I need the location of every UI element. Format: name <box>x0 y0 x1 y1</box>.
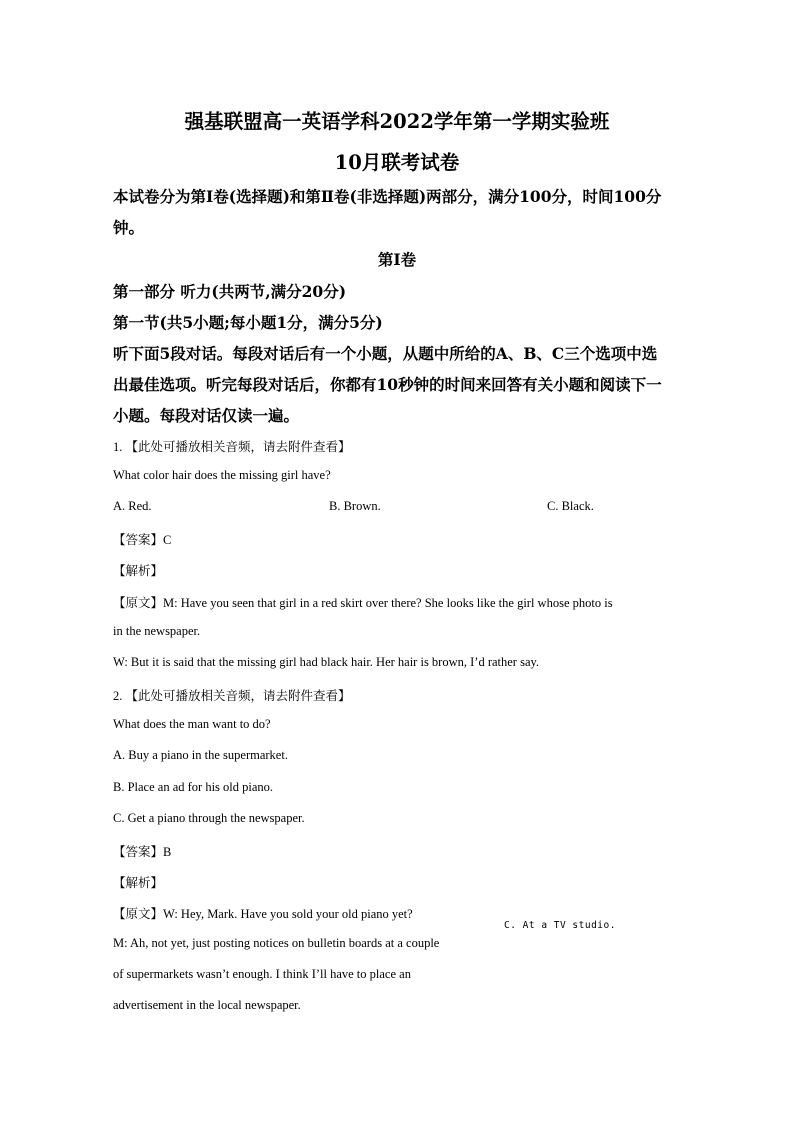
q1-option-b: B. Brown. <box>329 499 381 513</box>
q1-transcript-line3: W: But it is said that the missing girl had black hair. Her hair is brown, I’d rather say. <box>113 655 540 669</box>
q2-transcript-line3: of supermarkets wasn’t enough. I think I’ll have to place an <box>113 967 411 981</box>
q2-transcript-line1: 【原文】W: Hey, Mark. Have you sold your old piano yet? <box>113 907 413 921</box>
q2-option-b: B. Place an ad for his old piano. <box>113 780 274 794</box>
section1-heading: 第一节(共5小题;每小题1分，满分5分) <box>113 313 383 332</box>
q2-transcript-line4: advertisement in the local newspaper. <box>113 998 301 1012</box>
instructions-line1: 听下面5段对话。每段对话后有一个小题，从题中所给的A、B、C三个选项中选 <box>113 344 658 363</box>
volume-title: 第Ⅰ卷 <box>377 250 417 269</box>
q2-analysis: 【解析】 <box>113 876 164 890</box>
instructions-line3: 小题。每段对话仅读一遍。 <box>113 406 300 425</box>
q1-transcript-line1: 【原文】M: Have you seen that girl in a red skirt over there? She looks like the girl whose photo is <box>113 596 613 610</box>
q2-transcript-line2: M: Ah, not yet, just posting notices on bulletin boards at a couple <box>113 936 440 950</box>
q2-option-c: C. Get a piano through the newspaper. <box>113 811 305 825</box>
q2-option-a: A. Buy a piano in the supermarket. <box>113 748 288 762</box>
q1-question: What color hair does the missing girl have? <box>113 468 331 482</box>
q2-audio-note: 2. 【此处可播放相关音频，请去附件查看】 <box>113 689 351 703</box>
q1-audio-note: 1. 【此处可播放相关音频，请去附件查看】 <box>113 440 351 454</box>
q2-question: What does the man want to do? <box>113 717 271 731</box>
q2-answer: 【答案】B <box>113 845 172 859</box>
part1-heading: 第一部分 听力(共两节,满分20分) <box>113 282 347 301</box>
q1-option-c: C. Black. <box>547 499 594 513</box>
instructions-line2: 出最佳选项。听完每段对话后，你都有10秒钟的时间来回答有关小题和阅读下一 <box>113 375 662 394</box>
q1-transcript-line2: in the newspaper. <box>113 624 201 638</box>
q1-option-a: A. Red. <box>113 499 152 513</box>
exam-title-line1: 强基联盟高一英语学科2022学年第一学期实验班 <box>184 110 610 133</box>
stray-option-text: C. At a TV studio. <box>504 920 616 931</box>
intro-line2: 钟。 <box>113 218 145 237</box>
intro-line1: 本试卷分为第Ⅰ卷(选择题)和第Ⅱ卷(非选择题)两部分，满分100分，时间100分 <box>113 187 662 206</box>
q1-analysis: 【解析】 <box>113 564 164 578</box>
q1-answer: 【答案】C <box>113 533 172 547</box>
exam-title-line2: 10月联考试卷 <box>334 151 460 174</box>
